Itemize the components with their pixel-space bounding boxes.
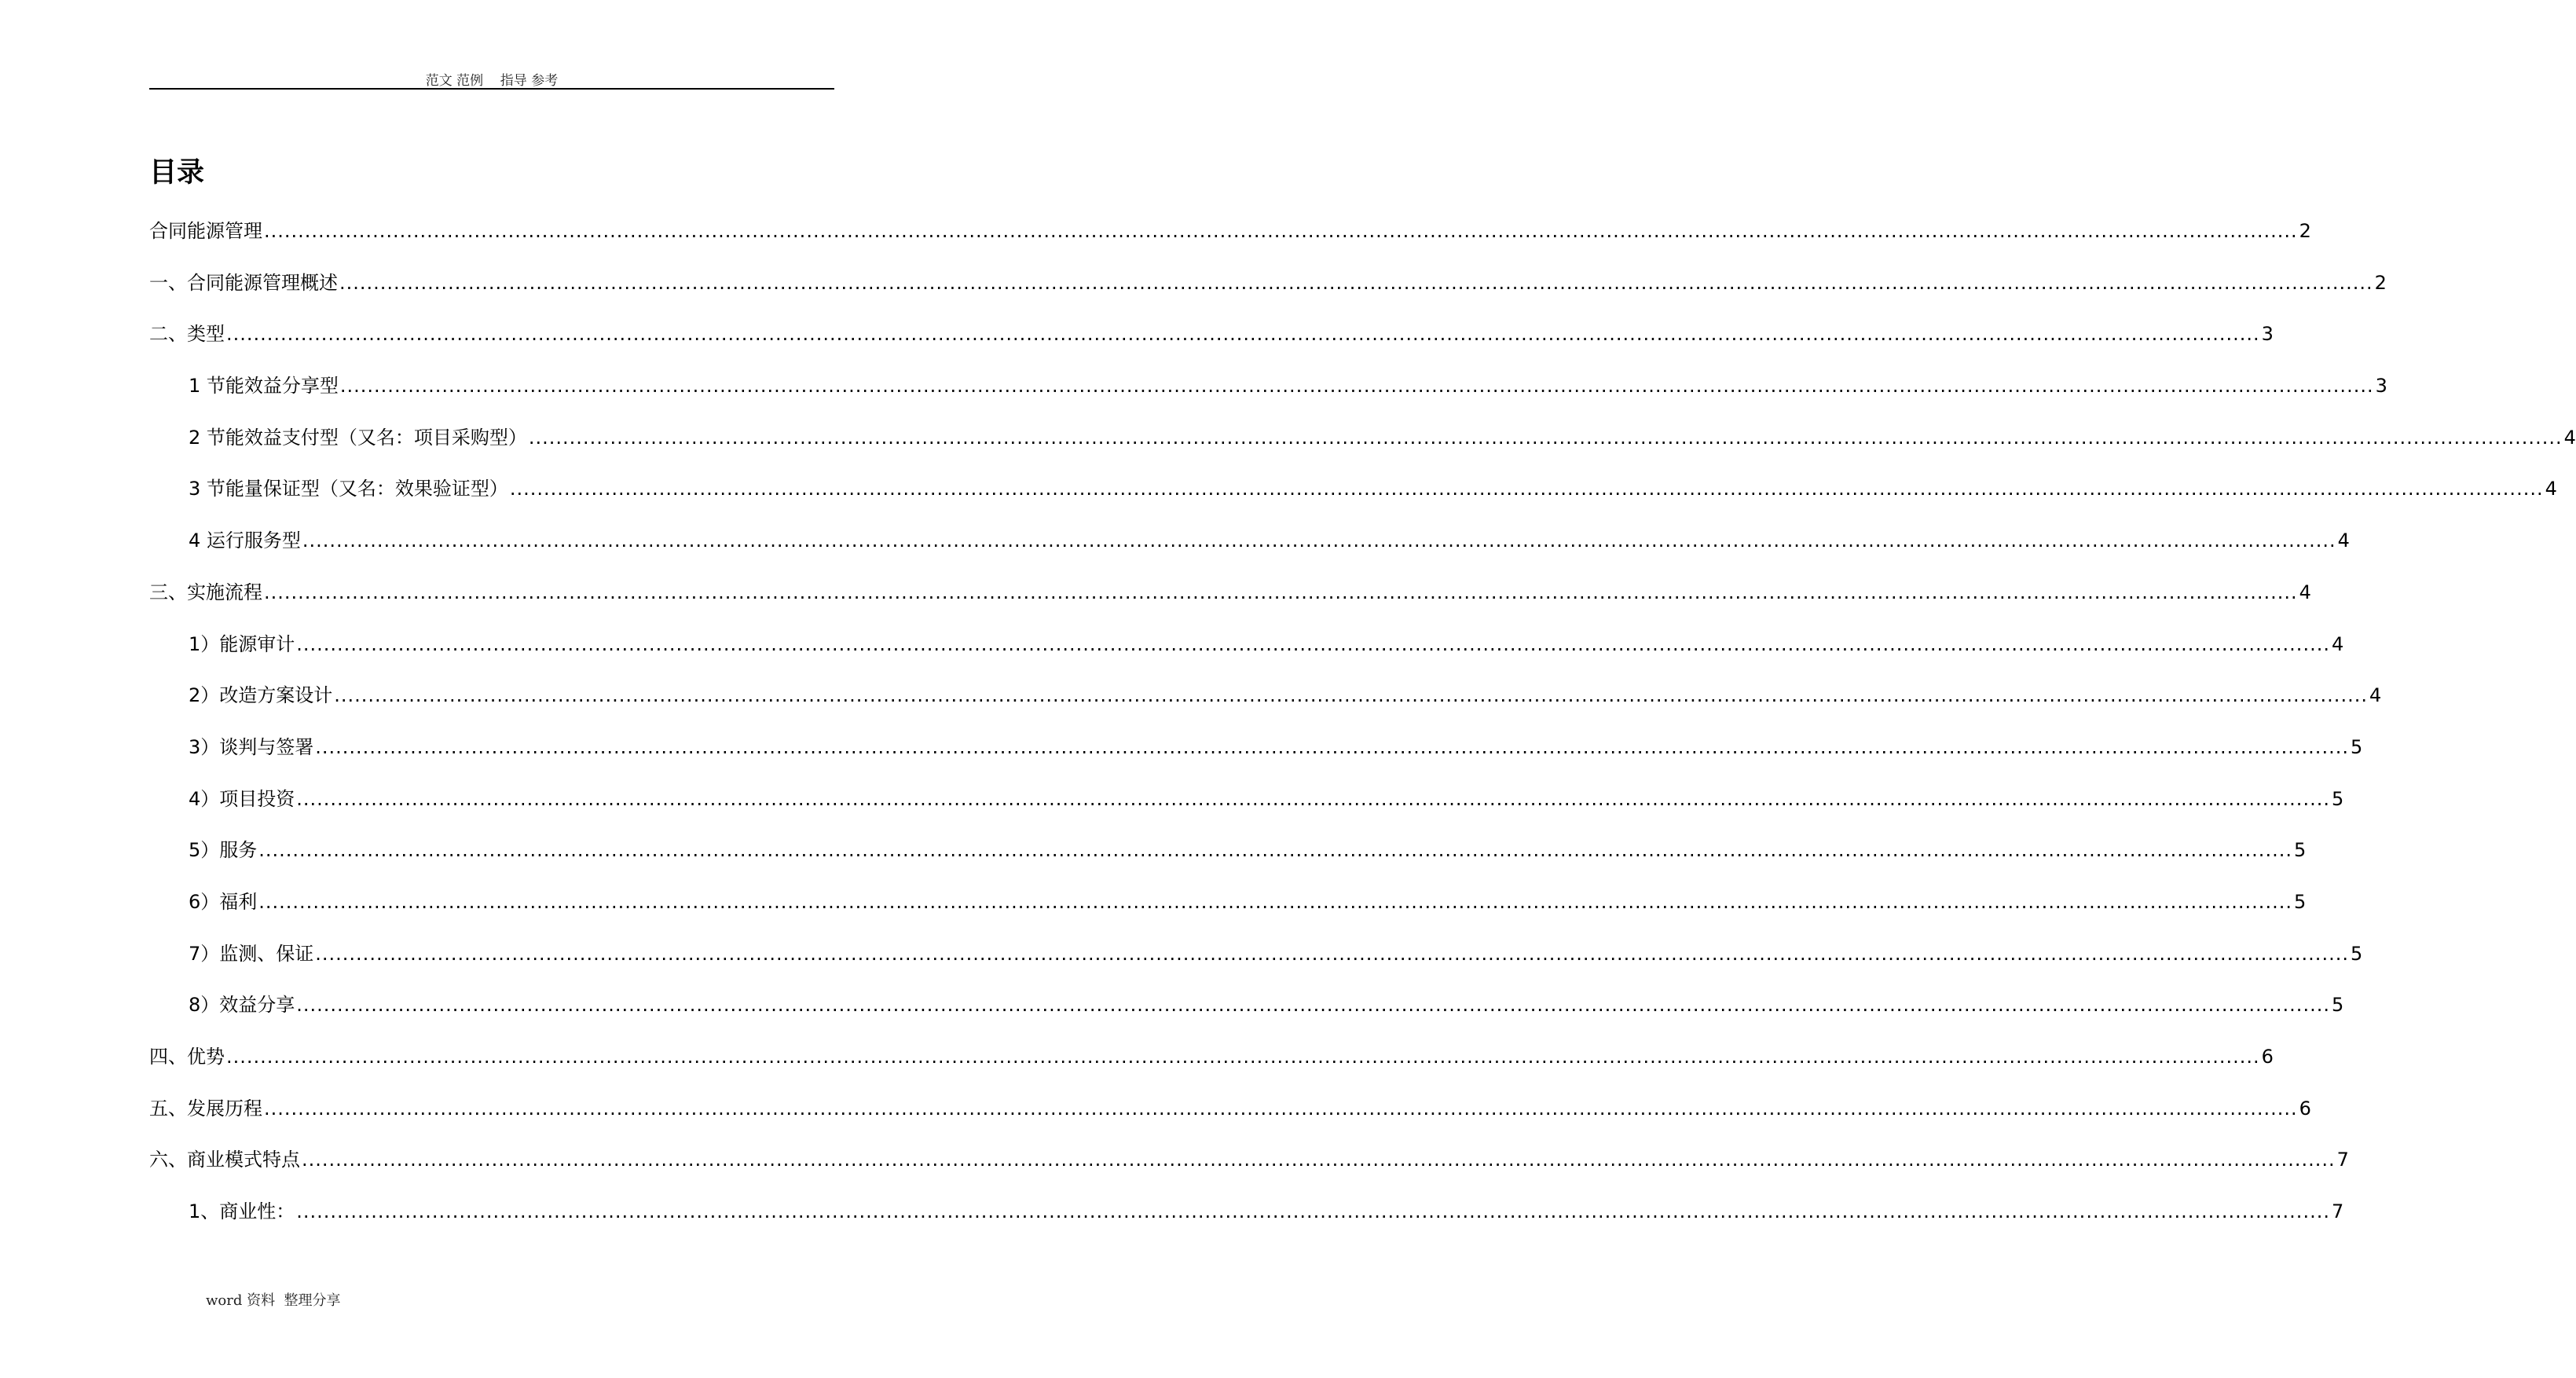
toc-entry[interactable]: [149, 678, 2382, 730]
toc-entry-page-number: 4: [2331, 632, 2344, 655]
toc-entry-title: 5）服务: [189, 839, 258, 862]
toc-leader-dots: ............................................................................................................................................................................................................................................................................................................: [264, 1097, 2298, 1120]
toc-leader-dots: ............................................................................................................................................................................................................................................................................................................: [339, 375, 2374, 398]
toc-leader-dots: ............................................................................................................................................................................................................................................................................................................: [226, 1046, 2260, 1068]
toc-leader-dots: ............................................................................................................................................................................................................................................................................................................: [302, 1149, 2336, 1171]
toc-entry-page-number: 4: [2563, 426, 2576, 449]
toc-entry[interactable]: [149, 988, 2344, 1039]
toc-entry-title: 3）谈判与签署: [189, 735, 314, 758]
toc-entry-page-number: 4: [2337, 530, 2350, 552]
toc-leader-dots: ............................................................................................................................................................................................................................................................................................................: [296, 994, 2330, 1017]
toc-entry[interactable]: [149, 317, 2274, 368]
toc-entry[interactable]: [149, 420, 2576, 472]
toc-entry-title: 6）福利: [189, 890, 258, 913]
toc-entry-page-number: 6: [2261, 1046, 2274, 1068]
toc-entry-title: 二、类型: [149, 323, 225, 346]
toc-entry-page-number: 7: [2336, 1149, 2349, 1171]
toc-entry[interactable]: [149, 936, 2363, 988]
toc-leader-dots: ............................................................................................................................................................................................................................................................................................................: [264, 220, 2298, 242]
toc-leader-dots: ............................................................................................................................................................................................................................................................................................................: [302, 530, 2336, 552]
toc-entry[interactable]: [149, 575, 2311, 627]
toc-entry[interactable]: [149, 1194, 2344, 1246]
toc-entry-page-number: 2: [2374, 271, 2387, 294]
toc-entry[interactable]: [149, 1039, 2274, 1091]
toc-entry-page-number: 4: [2299, 581, 2311, 603]
toc-leader-dots: ............................................................................................................................................................................................................................................................................................................: [264, 581, 2298, 603]
toc-entry-title: 8）效益分享: [189, 994, 295, 1017]
toc-leader-dots: ............................................................................................................................................................................................................................................................................................................: [258, 890, 2292, 913]
toc-entry-title: 四、优势: [149, 1046, 225, 1068]
toc-entry-page-number: 7: [2331, 1200, 2344, 1223]
page-header: 范文 范例 指导 参考: [425, 73, 559, 89]
toc-entry-page-number: 5: [2331, 994, 2344, 1017]
toc-entry[interactable]: [149, 730, 2363, 782]
toc-leader-dots: ............................................................................................................................................................................................................................................................................................................: [339, 271, 2373, 294]
toc-leader-dots: ............................................................................................................................................................................................................................................................................................................: [528, 426, 2563, 449]
header-rule: [149, 88, 834, 90]
toc-entry[interactable]: [149, 885, 2307, 936]
toc-entry-title: 7）监测、保证: [189, 942, 314, 965]
toc-entry-title: 六、商业模式特点: [149, 1149, 300, 1171]
toc-entry-page-number: 2: [2299, 220, 2311, 242]
toc-entry-title: 1）能源审计: [189, 632, 295, 655]
toc-entry-page-number: 3: [2375, 375, 2387, 398]
toc-entry-title: 1、商业性：: [189, 1200, 295, 1223]
toc-leader-dots: ............................................................................................................................................................................................................................................................................................................: [334, 684, 2368, 707]
toc-leader-dots: ............................................................................................................................................................................................................................................................................................................: [296, 632, 2330, 655]
toc-entry-page-number: 4: [2369, 684, 2382, 707]
toc-leader-dots: ............................................................................................................................................................................................................................................................................................................: [315, 735, 2349, 758]
toc-entry[interactable]: [149, 782, 2344, 834]
toc-entry-page-number: 4: [2545, 478, 2557, 500]
toc-leader-dots: ............................................................................................................................................................................................................................................................................................................: [315, 942, 2349, 965]
toc-entry-page-number: 5: [2350, 735, 2363, 758]
toc-entry-page-number: 5: [2331, 787, 2344, 810]
page-footer: word 资料 整理分享: [206, 1292, 341, 1309]
toc-entry-title: 合同能源管理: [149, 220, 262, 242]
toc-entry[interactable]: [149, 368, 2387, 420]
toc-title: 目录: [149, 157, 205, 189]
toc-entry-title: 4）项目投资: [189, 787, 295, 810]
toc-leader-dots: ............................................................................................................................................................................................................................................................................................................: [296, 787, 2330, 810]
toc-entry-page-number: 5: [2293, 890, 2307, 913]
toc-entry-title: 五、发展历程: [149, 1097, 262, 1120]
toc-entry[interactable]: [149, 1091, 2311, 1143]
table-of-contents: [149, 214, 2576, 1246]
toc-entry-title: 1 节能效益分享型: [189, 375, 339, 398]
toc-entry[interactable]: [149, 523, 2350, 575]
toc-entry-page-number: 5: [2293, 839, 2307, 862]
toc-entry[interactable]: [149, 833, 2307, 885]
toc-entry-page-number: 6: [2299, 1097, 2311, 1120]
toc-entry[interactable]: [149, 627, 2344, 679]
toc-leader-dots: ............................................................................................................................................................................................................................................................................................................: [226, 323, 2260, 346]
toc-leader-dots: ............................................................................................................................................................................................................................................................................................................: [296, 1200, 2330, 1223]
toc-entry[interactable]: [149, 266, 2387, 317]
toc-leader-dots: ............................................................................................................................................................................................................................................................................................................: [509, 478, 2544, 500]
toc-entry-title: 2）改造方案设计: [189, 684, 333, 707]
toc-entry-title: 一、合同能源管理概述: [149, 271, 338, 294]
toc-entry[interactable]: [149, 1142, 2349, 1194]
toc-entry-page-number: 5: [2350, 942, 2363, 965]
toc-entry-page-number: 3: [2261, 323, 2274, 346]
toc-entry-title: 3 节能量保证型（又名：效果验证型）: [189, 478, 508, 500]
toc-leader-dots: ............................................................................................................................................................................................................................................................................................................: [258, 839, 2292, 862]
toc-entry-title: 2 节能效益支付型（又名：项目采购型）: [189, 426, 527, 449]
toc-entry-title: 三、实施流程: [149, 581, 262, 603]
toc-entry[interactable]: [149, 214, 2311, 266]
toc-entry-title: 4 运行服务型: [189, 530, 301, 552]
toc-entry[interactable]: [149, 471, 2557, 523]
